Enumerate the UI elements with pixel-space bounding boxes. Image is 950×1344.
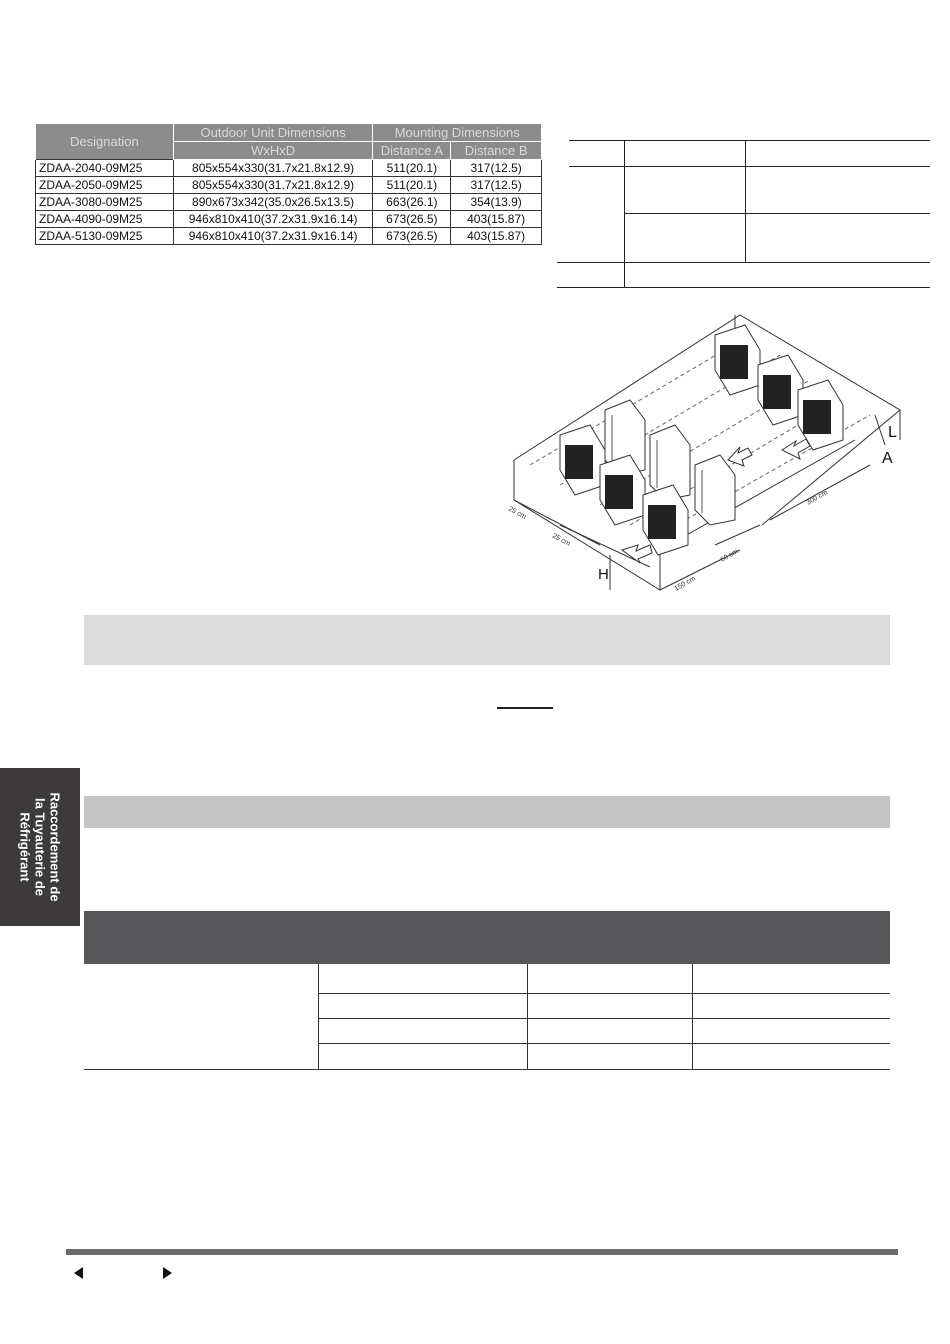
side-tab-line: Raccordement de xyxy=(47,792,63,902)
cell-dims: 946x810x410(37.2x31.9x16.14) xyxy=(173,211,373,228)
triangle-right-icon xyxy=(158,1264,176,1282)
cell-distance-b: 317(12.5) xyxy=(451,177,542,194)
cell-designation: ZDAA-5130-09M25 xyxy=(36,228,174,245)
dimensions-table xyxy=(35,123,542,245)
table-row xyxy=(36,194,542,211)
table-row xyxy=(36,211,542,228)
table-header-band xyxy=(84,911,890,964)
cell-dims: 805x554x330(31.7x21.8x12.9) xyxy=(173,177,373,194)
triangle-left-icon xyxy=(70,1264,88,1282)
cell-designation: ZDAA-3080-09M25 xyxy=(36,194,174,211)
cell-distance-b: 354(13.9) xyxy=(451,194,542,211)
section-band-light xyxy=(84,615,890,665)
header-distance-b: Distance B xyxy=(451,142,542,160)
cell-distance-b: 317(12.5) xyxy=(451,160,542,177)
label-l: L xyxy=(888,424,897,441)
cell-designation: ZDAA-2050-09M25 xyxy=(36,177,174,194)
dim-label-60: 60 cm xyxy=(719,548,740,564)
outdoor-unit xyxy=(560,425,605,495)
dim-label-150: 150 cm xyxy=(673,575,697,593)
outdoor-unit xyxy=(758,355,803,425)
dim-label-25a: 25 cm xyxy=(507,505,528,521)
table-row xyxy=(36,160,542,177)
cell-designation: ZDAA-2040-09M25 xyxy=(36,160,174,177)
label-h: H xyxy=(598,566,609,583)
cell-distance-a: 673(26.5) xyxy=(373,228,451,245)
airflow-arrow-icon xyxy=(622,545,652,563)
next-page-button[interactable] xyxy=(158,1264,176,1282)
header-distance-a: Distance A xyxy=(373,142,451,160)
side-tab-line: la Tuyauterie de xyxy=(32,797,48,896)
outdoor-unit xyxy=(715,325,760,395)
header-wxhxd: WxHxD xyxy=(173,142,373,160)
cell-distance-a: 511(20.1) xyxy=(373,160,451,177)
footer-rule xyxy=(66,1249,898,1255)
cell-dims: 946x810x410(37.2x31.9x16.14) xyxy=(173,228,373,245)
airflow-arrow-icon xyxy=(782,439,810,459)
side-tab-line: Réfrigérant xyxy=(17,812,33,882)
installation-clearance-diagram xyxy=(500,305,920,605)
previous-page-button[interactable] xyxy=(70,1264,88,1282)
table-row xyxy=(36,228,542,245)
underline-mark xyxy=(497,707,553,709)
dim-line-60 xyxy=(715,525,760,545)
airflow-arrow-icon xyxy=(728,447,752,466)
label-a: A xyxy=(882,450,893,467)
cell-distance-a: 663(26.1) xyxy=(373,194,451,211)
cell-designation: ZDAA-4090-09M25 xyxy=(36,211,174,228)
dim-label-300: 300 cm xyxy=(805,489,829,507)
cell-distance-a: 511(20.1) xyxy=(373,177,451,194)
cell-distance-b: 403(15.87) xyxy=(451,228,542,245)
cell-distance-a: 673(26.5) xyxy=(373,211,451,228)
cell-dims: 890x673x342(35.0x26.5x13.5) xyxy=(173,194,373,211)
table-row xyxy=(36,177,542,194)
section-band-mid xyxy=(84,796,890,828)
dim-label-25b: 25 cm xyxy=(551,532,572,548)
header-mounting-dimensions: Mounting Dimensions xyxy=(373,124,542,142)
cell-distance-b: 403(15.87) xyxy=(451,211,542,228)
header-outdoor-unit-dimensions: Outdoor Unit Dimensions xyxy=(173,124,373,142)
header-designation: Designation xyxy=(36,124,174,160)
cell-dims: 805x554x330(31.7x21.8x12.9) xyxy=(173,160,373,177)
side-tab-label xyxy=(18,768,63,926)
